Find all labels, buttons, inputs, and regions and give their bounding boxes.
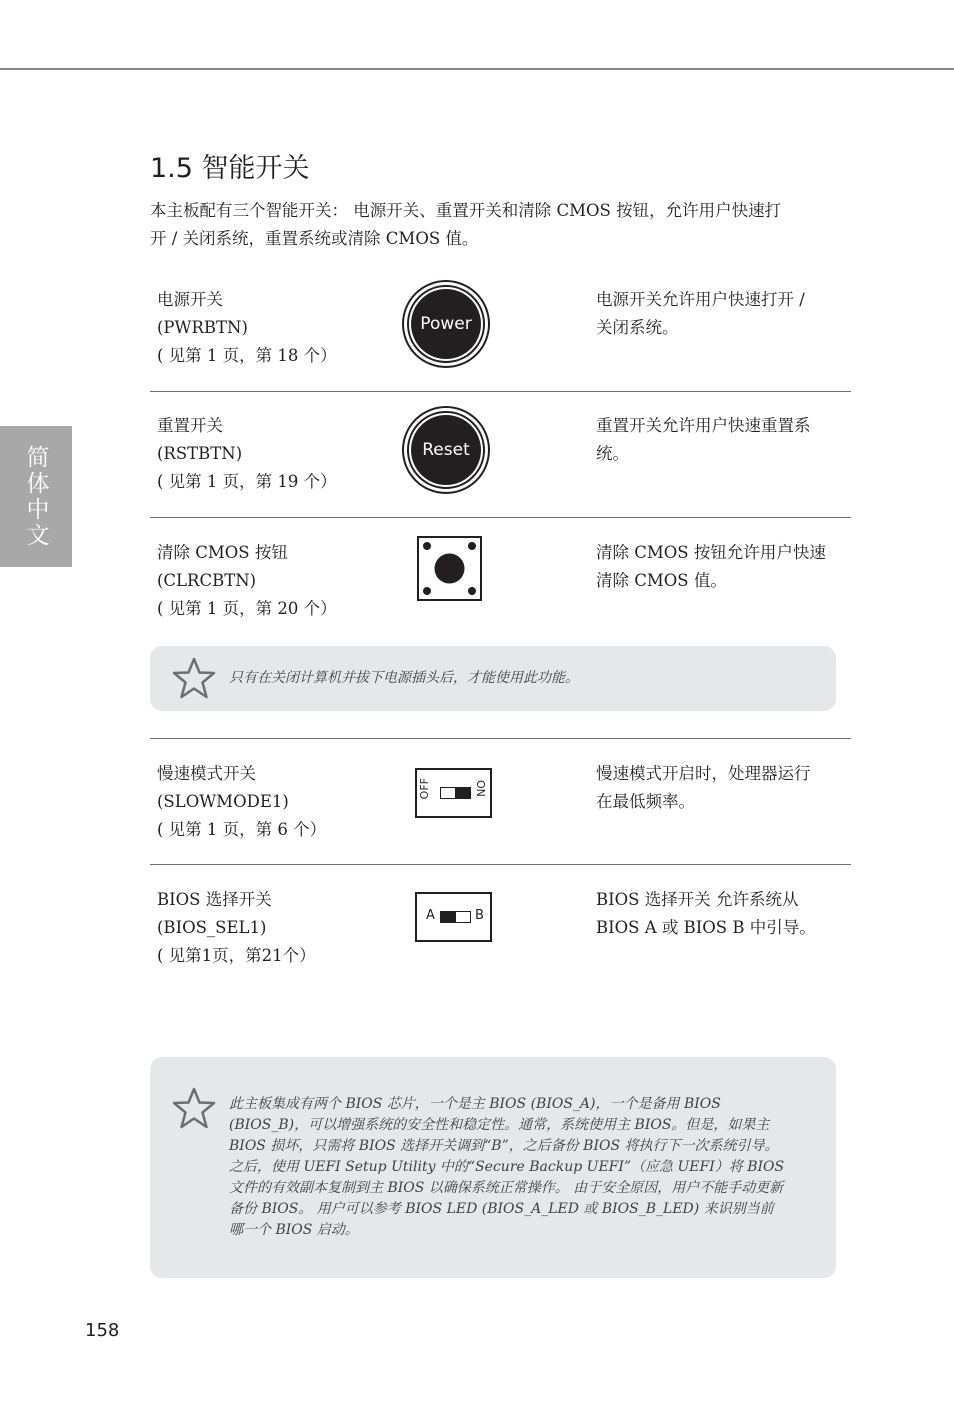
language-tab <box>0 426 72 567</box>
switch-name: BIOS 选择开关 <box>157 890 272 909</box>
divider <box>150 738 851 739</box>
switch-on-label: ON <box>474 780 487 797</box>
switch-name: 慢速模式开关 <box>157 764 256 783</box>
power-switch-description: 电源开关允许用户快速打开 / 关闭系统。 <box>596 290 805 337</box>
on-off-switch-icon <box>415 768 492 818</box>
ab-switch-icon <box>415 892 492 942</box>
switch-ref: ( 见第 1 页，第 6 个） <box>157 820 327 839</box>
slowmode-switch-description: 慢速模式开启时，处理器运行在最低频率。 <box>596 764 811 811</box>
switch-ref: ( 见第 1 页，第 20 个） <box>157 599 337 618</box>
switch-a-label: A <box>426 908 435 923</box>
power-switch-label <box>157 286 337 370</box>
language-tab-label: 简体中文 <box>22 444 49 549</box>
slowmode-switch-label <box>157 760 326 844</box>
switch-ref: ( 见第 1 页，第 19 个） <box>157 472 337 491</box>
bios-select-switch-description: BIOS 选择开关 允许系统从 BIOS A 或 BIOS B 中引导。 <box>596 890 816 937</box>
top-rule <box>0 68 954 70</box>
switch-code: (PWRBTN) <box>157 318 248 337</box>
note-text: 此主板集成有两个 BIOS 芯片，一个是主 BIOS (BIOS_A)，一个是备用 BIOS (BIOS_B)，可以增强系统的安全性和稳定性。通常，系统使用主 BIOS。但是，如果主 BIOS 损坏，只需将 BIOS 选择开关调到“B”，之后备份 BIOS 将执行下一次系统引导。之后，使用 UEFI Setup Utility 中的“Secure Backup UEFI”（应急 UEFI）将 BIOS 文件的有效副本复制到主 BIOS 以确保系统正常操作。 由于安全原因，用户不能手动更新备份 BIOS。 用户可以参考 BIOS LED (BIOS_A_LED 或 BIOS_B_LED) 来识别当前哪一个 BIOS 启动。 <box>229 1096 785 1238</box>
clrcmos-switch-description: 清除 CMOS 按钮允许用户快速清除 CMOS 值。 <box>596 543 826 590</box>
section-title: 1.5 智能开关 <box>150 153 310 184</box>
divider <box>150 391 851 392</box>
switch-code: (BIOS_SEL1) <box>157 918 267 937</box>
clrcmos-switch-label <box>157 539 337 623</box>
switch-off-label: OFF <box>418 778 431 800</box>
switch-ref: ( 见第 1 页，第 18 个） <box>157 346 337 365</box>
switch-ref: ( 见第1页，第21个） <box>157 946 316 965</box>
divider <box>150 517 851 518</box>
reset-button-text: Reset <box>411 415 481 485</box>
star-icon <box>171 657 217 699</box>
switch-code: (SLOWMODE1) <box>157 792 289 811</box>
switch-code: (CLRCBTN) <box>157 571 257 590</box>
tact-switch-icon <box>417 536 482 601</box>
switch-b-label: B <box>475 908 484 923</box>
divider <box>150 864 851 865</box>
bios-select-switch-label <box>157 886 316 970</box>
switch-name: 电源开关 <box>157 290 223 309</box>
page-number: 158 <box>85 1320 120 1341</box>
reset-switch-description: 重置开关允许用户快速重置系统。 <box>596 416 811 463</box>
switch-name: 清除 CMOS 按钮 <box>157 543 288 562</box>
power-button-icon <box>402 280 490 368</box>
note-text: 只有在关闭计算机并拔下电源插头后，才能使用此功能。 <box>229 670 579 686</box>
intro-paragraph: 本主板配有三个智能开关： 电源开关、重置开关和清除 CMOS 按钮，允许用户快速打开 / 关闭系统，重置系统或清除 CMOS 值。 <box>150 201 782 248</box>
switch-name: 重置开关 <box>157 416 223 435</box>
power-button-text: Power <box>411 289 481 359</box>
switch-code: (RSTBTN) <box>157 444 243 463</box>
reset-switch-label <box>157 412 337 496</box>
reset-button-icon <box>402 406 490 494</box>
star-icon <box>171 1087 217 1129</box>
